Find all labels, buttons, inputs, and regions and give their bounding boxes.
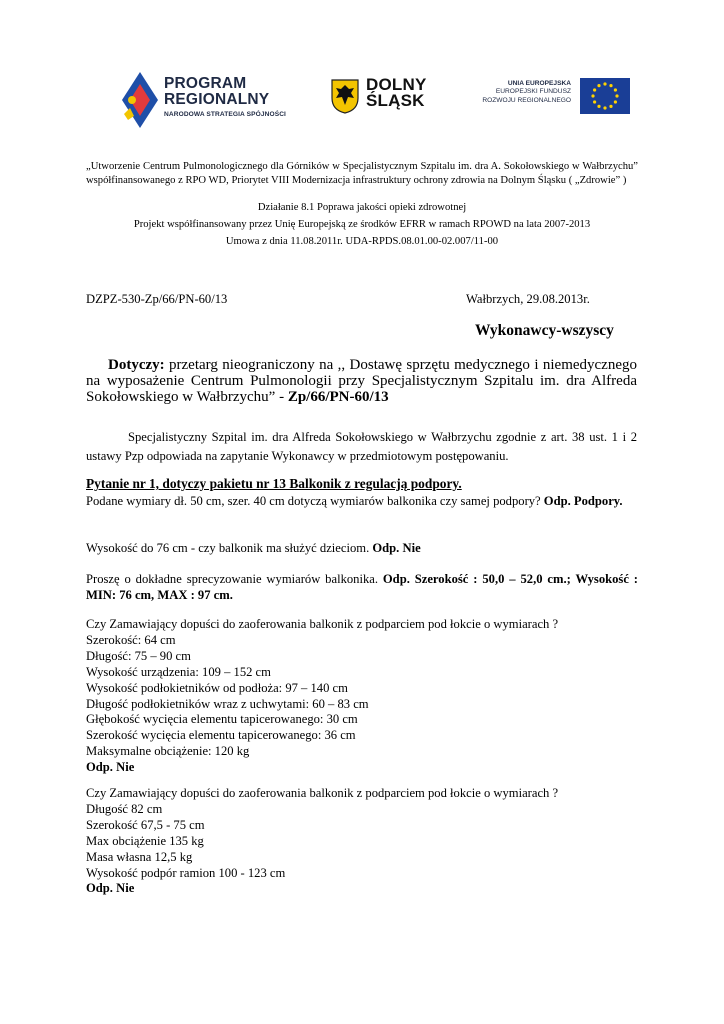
qa-2-answer: Odp. Nie	[372, 541, 421, 555]
intro-paragraph: Specjalistyczny Szpital im. dra Alfreda Sokołowskiego w Wałbrzychu zgodnie z art. 38 ust. 1 i 2 ustawy Pzp odpowiada na zapytanie Wykonawcy w przedmiotowym postępowaniu.	[86, 430, 637, 463]
qa-1-answer: Odp. Podpory.	[543, 494, 623, 508]
question-4-item: Wysokość urządzenia: 109 – 152 cm	[86, 664, 271, 679]
question-4-answer: Odp. Nie	[86, 760, 135, 775]
project-agreement: Umowa z dnia 11.08.2011r. UDA-RPDS.08.01.00-02.007/11-00	[225, 236, 499, 247]
subject-text: przetarg nieograniczony na ,, Dostawę sprzętu medycznego i niemedycznego na wyposażenie Centrum Pulmonologii przy Specjalistycznym Szpitalu im. dra Alfreda Sokołowskiego w Wałbrzychu” -	[86, 357, 637, 405]
eu-logo-line2: EUROPEJSKI FUNDUSZ	[495, 88, 571, 96]
question-5-item: Wysokość podpór ramion 100 - 123 cm	[86, 865, 286, 880]
eu-logo-line1: UNIA EUROPEJSKA	[507, 80, 571, 87]
question-5-item: Max obciążenie 135 kg	[86, 833, 204, 848]
place-and-date: Wałbrzych, 29.08.2013r.	[466, 292, 590, 306]
program-regionalny-logo	[120, 70, 320, 132]
program-logo-line1: PROGRAM	[164, 75, 247, 92]
question-5-item: Szerokość 67,5 - 75 cm	[86, 817, 205, 832]
subject-paragraph	[86, 357, 637, 405]
recipient-heading: Wykonawcy-wszyscy	[475, 322, 614, 339]
question-5	[86, 786, 638, 897]
question-4-item: Szerokość: 64 cm	[86, 632, 176, 647]
program-logo-line2: REGIONALNY	[164, 91, 270, 108]
document-reference: DZPZ-530-Zp/66/PN-60/13	[86, 292, 228, 306]
project-description: „Utworzenie Centrum Pulmonologicznego dla Górników w Specjalistycznym Szpitalu im. dra A. Sokołowskiego w Wałbrzychu” współfinansowanego z RPO WD, Priorytet VIII Modernizacja infrastruktury ochrony zdrowia na Dolnym Śląsku ( „Zdrowie” )	[86, 161, 638, 186]
dolny-slask-logo	[330, 75, 450, 122]
question-5-item: Masa własna 12,5 kg	[86, 849, 193, 864]
question-4-item: Długość: 75 – 90 cm	[86, 648, 191, 663]
qa-3-question: Proszę o dokładne sprecyzowanie wymiarów balkonika.	[86, 572, 383, 586]
qa-3-answer: Odp. Szerokość : 50,0 – 52,0 cm.; Wysokość : MIN: 76 cm, MAX : 97 cm.	[86, 572, 638, 602]
qa-2	[86, 540, 638, 556]
project-action: Działanie 8.1 Poprawa jakości opieki zdrowotnej	[257, 202, 467, 213]
subject-code: Zp/66/PN-60/13	[287, 389, 389, 405]
eagle-shield-icon	[330, 78, 360, 114]
question-4	[86, 617, 638, 776]
dolny-slask-line2: ŚLĄSK	[366, 91, 425, 110]
question-4-item: Głębokość wycięcia elementu tapicerowanego: 30 cm	[86, 712, 358, 727]
project-cofinancing: Projekt współfinansowany przez Unię Europejską ze środków EFRR w ramach RPOWD na lata 2007-2013	[133, 219, 591, 230]
eu-logo	[476, 78, 636, 122]
dolny-slask-line1: DOLNY	[366, 75, 427, 94]
question-4-item: Szerokość wycięcia elementu tapicerowanego: 36 cm	[86, 728, 356, 743]
question-5-item: Długość 82 cm	[86, 801, 163, 816]
question-5-answer: Odp. Nie	[86, 881, 135, 896]
qa-1	[86, 493, 638, 509]
subject-label: Dotyczy:	[108, 357, 165, 373]
eu-logo-line3: ROZWOJU REGIONALNEGO	[482, 96, 571, 104]
qa-2-question: Wysokość do 76 cm - czy balkonik ma służyć dzieciom.	[86, 541, 373, 555]
eu-flag-icon	[580, 78, 630, 114]
program-regionalny-emblem-icon	[120, 70, 160, 132]
qa-1-question: Podane wymiary dł. 50 cm, szer. 40 cm dotyczą wymiarów balkonika czy samej podpory?	[86, 494, 544, 508]
program-logo-sub: NARODOWA STRATEGIA SPÓJNOŚCI	[164, 111, 286, 118]
question-title: Pytanie nr 1, dotyczy pakietu nr 13 Balkonik z regulacją podpory.	[86, 476, 462, 491]
question-4-item: Długość podłokietników wraz z uchwytami: 60 – 83 cm	[86, 696, 369, 711]
question-4-item: Wysokość podłokietników od podłoża: 97 – 140 cm	[86, 680, 348, 695]
question-4-item: Maksymalne obciążenie: 120 kg	[86, 744, 250, 759]
question-5-intro: Czy Zamawiający dopuści do zaoferowania balkonik z podparciem pod łokcie o wymiarach ?	[86, 786, 559, 800]
qa-3	[86, 571, 638, 603]
question-4-intro: Czy Zamawiający dopuści do zaoferowania balkonik z podparciem pod łokcie o wymiarach ?	[86, 617, 559, 631]
